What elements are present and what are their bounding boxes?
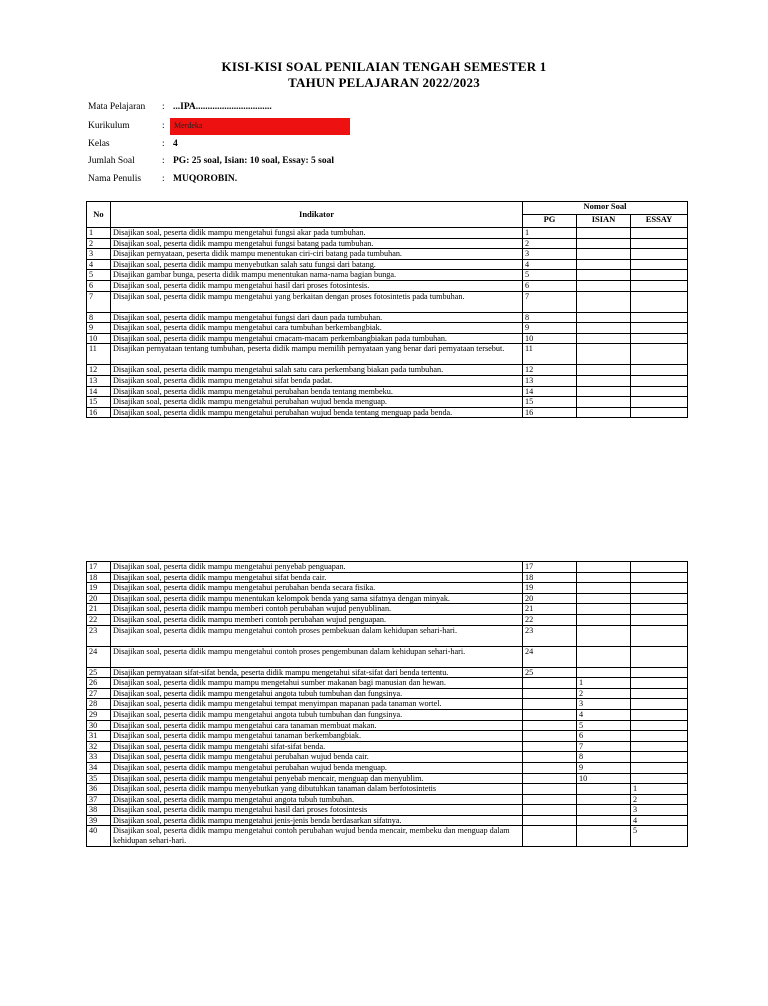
cell-no: 36 [87, 784, 111, 795]
cell-no: 34 [87, 762, 111, 773]
cell-isian [577, 270, 631, 281]
cell-pg [523, 773, 577, 784]
cell-pg: 1 [523, 228, 577, 239]
cell-pg: 25 [523, 667, 577, 678]
table-row [87, 397, 688, 408]
header-nomor-soal: Nomor Soal [523, 202, 688, 215]
cell-isian: 8 [577, 752, 631, 763]
cell-isian: 3 [577, 699, 631, 710]
cell-indikator: Disajikan soal, peserta didik mampu mengetahui perubahan wujud benda tentang menguap pada benda. [111, 407, 523, 418]
header-no: No [87, 202, 111, 228]
cell-pg: 15 [523, 397, 577, 408]
cell-isian [577, 323, 631, 334]
cell-pg [523, 826, 577, 847]
table-row [87, 249, 688, 260]
cell-essay [631, 386, 688, 397]
cell-no: 1 [87, 228, 111, 239]
kurikulum-value: Merdeka [174, 121, 203, 130]
cell-pg: 9 [523, 323, 577, 334]
cell-isian [577, 344, 631, 365]
cell-isian [577, 249, 631, 260]
cell-essay [631, 688, 688, 699]
table-row [87, 333, 688, 344]
table-row [87, 762, 688, 773]
cell-pg: 2 [523, 238, 577, 249]
table-row [87, 344, 688, 365]
cell-no: 40 [87, 826, 111, 847]
table-row [87, 784, 688, 795]
table-row [87, 667, 688, 678]
cell-indikator: Disajikan soal, peserta didik mampu mengetahui angota tubuh tumbuhan dan fungsinya. [111, 688, 523, 699]
indicator-table-page2 [86, 561, 688, 847]
cell-pg: 5 [523, 270, 577, 281]
table-row [87, 688, 688, 699]
cell-isian [577, 562, 631, 573]
cell-pg: 6 [523, 280, 577, 291]
table-row [87, 699, 688, 710]
cell-pg: 10 [523, 333, 577, 344]
cell-indikator: Disajikan soal, peserta didik mampu mengetahui perubahan benda tentang membeku. [111, 386, 523, 397]
cell-indikator: Disajikan pernyataan, peserta didik mampu menentukan ciri-ciri batang pada tumbuhan. [111, 249, 523, 260]
table-row [87, 365, 688, 376]
cell-no: 15 [87, 397, 111, 408]
cell-essay [631, 228, 688, 239]
cell-no: 10 [87, 333, 111, 344]
table-row [87, 720, 688, 731]
cell-indikator: Disajikan soal, peserta didik mampu menyebutkan salah satu fungsi dari batang. [111, 259, 523, 270]
cell-indikator: Disajikan soal, peserta didik mampu mengetahui jenis-jenis benda berdasarkan sifatnya. [111, 815, 523, 826]
table-row [87, 604, 688, 615]
cell-pg [523, 784, 577, 795]
cell-essay: 1 [631, 784, 688, 795]
cell-essay: 5 [631, 826, 688, 847]
info-value: MUQOROBIN. [173, 174, 238, 184]
info-value: PG: 25 soal, Isian: 10 soal, Essay: 5 soal [173, 156, 334, 166]
cell-essay [631, 259, 688, 270]
cell-isian [577, 794, 631, 805]
cell-no: 23 [87, 625, 111, 646]
table-row [87, 291, 688, 312]
cell-indikator: Disajikan soal, peserta didik mampu mengetahui tanaman berkembangbiak. [111, 731, 523, 742]
table-row [87, 583, 688, 594]
cell-isian: 5 [577, 720, 631, 731]
cell-isian [577, 386, 631, 397]
cell-pg [523, 709, 577, 720]
info-colon: : [162, 102, 165, 112]
cell-essay [631, 375, 688, 386]
table-row [87, 386, 688, 397]
info-label: Kurikulum [88, 121, 130, 131]
cell-indikator: Disajikan pernyataan tentang tumbuhan, peserta didik mampu memilih pernyataan yang benar dari pernyataan tersebut. [111, 344, 523, 365]
cell-isian: 6 [577, 731, 631, 742]
cell-isian [577, 784, 631, 795]
cell-isian [577, 280, 631, 291]
cell-essay [631, 291, 688, 312]
cell-no: 2 [87, 238, 111, 249]
cell-indikator: Disajikan soal, peserta didik mampu mengetahui perubahan wujud benda menguap. [111, 397, 523, 408]
table-row [87, 741, 688, 752]
header-pg: PG [523, 215, 577, 228]
cell-no: 19 [87, 583, 111, 594]
document-subtitle: TAHUN PELAJARAN 2022/2023 [288, 75, 480, 90]
cell-essay [631, 270, 688, 281]
cell-pg [523, 794, 577, 805]
cell-no: 30 [87, 720, 111, 731]
table-row [87, 709, 688, 720]
indicator-table-page1 [86, 201, 688, 418]
document-title: KISI-KISI SOAL PENILAIAN TENGAH SEMESTER 1 [221, 59, 547, 74]
table-row [87, 270, 688, 281]
cell-pg: 24 [523, 646, 577, 667]
cell-indikator: Disajikan soal, peserta didik mampu memberi contoh perubahan wujud penguapan. [111, 614, 523, 625]
cell-pg [523, 678, 577, 689]
cell-indikator: Disajikan soal, peserta didik mampu mengetahui contoh proses pembekuan dalam kehidupan sehari-hari. [111, 625, 523, 646]
info-value: 4 [173, 139, 178, 149]
cell-indikator: Disajikan soal, peserta didik mampu mengetahui cara tanaman membuat makan. [111, 720, 523, 731]
cell-essay [631, 344, 688, 365]
cell-no: 32 [87, 741, 111, 752]
cell-essay: 3 [631, 805, 688, 816]
cell-pg: 21 [523, 604, 577, 615]
cell-essay: 2 [631, 794, 688, 805]
cell-no: 17 [87, 562, 111, 573]
cell-indikator: Disajikan soal, peserta didik mampu mengetahui sifat benda cair. [111, 572, 523, 583]
cell-indikator: Disajikan soal, peserta didik mampu mengetahui hasil dari proses fotosintesis. [111, 280, 523, 291]
table-row [87, 752, 688, 763]
cell-no: 22 [87, 614, 111, 625]
cell-essay [631, 625, 688, 646]
cell-essay [631, 562, 688, 573]
table-row [87, 614, 688, 625]
cell-indikator: Disajikan soal, peserta didik mampu mengetahui fungsi batang pada tumbuhan. [111, 238, 523, 249]
cell-essay [631, 762, 688, 773]
cell-indikator: Disajikan soal, peserta didik mampu mengetahui yang berkaitan dengan proses fotosintetis pada tumbuhan. [111, 291, 523, 312]
cell-isian [577, 625, 631, 646]
cell-essay [631, 323, 688, 334]
cell-pg: 17 [523, 562, 577, 573]
cell-isian [577, 312, 631, 323]
cell-indikator: Disajikan soal, peserta didik mampu mengetahui fungsi dari daun pada tumbuhan. [111, 312, 523, 323]
table-row [87, 572, 688, 583]
table-row [87, 228, 688, 239]
table-row [87, 407, 688, 418]
cell-isian [577, 815, 631, 826]
table-row [87, 593, 688, 604]
table-row [87, 323, 688, 334]
cell-no: 8 [87, 312, 111, 323]
cell-no: 27 [87, 688, 111, 699]
cell-no: 24 [87, 646, 111, 667]
cell-pg: 14 [523, 386, 577, 397]
cell-essay [631, 773, 688, 784]
cell-indikator: Disajikan soal, peserta didik mampu mengetahui cara tumbuhan berkembangbiak. [111, 323, 523, 334]
table-row [87, 773, 688, 784]
table-row [87, 259, 688, 270]
cell-indikator: Disajikan soal, peserta didik mampu mengetahui contoh proses pengembunan dalam kehidupan sehari-hari. [111, 646, 523, 667]
cell-essay [631, 238, 688, 249]
cell-pg [523, 752, 577, 763]
cell-pg [523, 720, 577, 731]
cell-no: 4 [87, 259, 111, 270]
cell-no: 37 [87, 794, 111, 805]
cell-indikator: Disajikan soal, peserta didik mampu mengetahui angota tubuh tumbuhan. [111, 794, 523, 805]
cell-pg [523, 741, 577, 752]
table-row [87, 646, 688, 667]
cell-pg [523, 762, 577, 773]
cell-indikator: Disajikan soal, peserta didik mampu mampu mengetahui sumber makanan bagi manusian dan hewan. [111, 678, 523, 689]
cell-pg: 16 [523, 407, 577, 418]
cell-indikator: Disajikan soal, peserta didik mampu mengetahui cmacam-macam perkembangbiakan pada tumbuhan. [111, 333, 523, 344]
cell-no: 14 [87, 386, 111, 397]
cell-essay [631, 572, 688, 583]
cell-indikator: Disajikan soal, peserta didik mampu mengetahui penyebab penguapan. [111, 562, 523, 573]
cell-isian [577, 407, 631, 418]
cell-indikator: Disajikan soal, peserta didik mampu mengetahui tempat menyimpan mapanan pada tanaman wortel. [111, 699, 523, 710]
info-label: Kelas [88, 139, 110, 149]
cell-pg: 11 [523, 344, 577, 365]
cell-essay [631, 583, 688, 594]
cell-pg [523, 805, 577, 816]
cell-essay [631, 709, 688, 720]
cell-pg: 20 [523, 593, 577, 604]
cell-indikator: Disajikan soal, peserta didik mampu mengetahi sifat-sifat benda. [111, 741, 523, 752]
cell-isian [577, 646, 631, 667]
table-row [87, 794, 688, 805]
cell-pg: 23 [523, 625, 577, 646]
cell-pg: 13 [523, 375, 577, 386]
cell-indikator: Disajikan soal, peserta didik mampu menyebutkan yang dibutuhkan tanaman dalam berfotosintetis [111, 784, 523, 795]
table-row [87, 280, 688, 291]
cell-no: 31 [87, 731, 111, 742]
cell-isian [577, 604, 631, 615]
cell-pg [523, 731, 577, 742]
cell-pg: 19 [523, 583, 577, 594]
cell-indikator: Disajikan pernyataan sifat-sifat benda, peserta didik mampu mengetahui sifat-sifat dari benda tertentu. [111, 667, 523, 678]
cell-essay [631, 720, 688, 731]
cell-no: 26 [87, 678, 111, 689]
cell-no: 38 [87, 805, 111, 816]
info-label: Mata Pelajaran [88, 102, 146, 112]
cell-indikator: Disajikan soal, peserta didik mampu menentukan kelompok benda yang sama sifatnya dengan minyak. [111, 593, 523, 604]
cell-essay [631, 604, 688, 615]
cell-no: 18 [87, 572, 111, 583]
cell-no: 6 [87, 280, 111, 291]
cell-isian [577, 614, 631, 625]
info-colon: : [162, 156, 165, 166]
header-essay: ESSAY [631, 215, 688, 228]
cell-isian [577, 259, 631, 270]
cell-indikator: Disajikan soal, peserta didik mampu mengetahui perubahan wujud benda cair. [111, 752, 523, 763]
table-row [87, 562, 688, 573]
cell-isian: 2 [577, 688, 631, 699]
cell-isian: 4 [577, 709, 631, 720]
header-indikator: Indikator [111, 202, 523, 228]
cell-pg [523, 699, 577, 710]
cell-pg: 7 [523, 291, 577, 312]
cell-isian [577, 805, 631, 816]
cell-essay [631, 752, 688, 763]
cell-isian [577, 583, 631, 594]
cell-indikator: Disajikan soal, peserta didik mampu mengetahui perubahan wujud benda menguap. [111, 762, 523, 773]
table-row [87, 238, 688, 249]
cell-indikator: Disajikan soal, peserta didik mampu mengetahui salah satu cara perkembang biakan pada tumbuhan. [111, 365, 523, 376]
cell-pg: 3 [523, 249, 577, 260]
cell-essay [631, 365, 688, 376]
cell-isian: 9 [577, 762, 631, 773]
cell-no: 28 [87, 699, 111, 710]
info-label: Jumlah Soal [88, 156, 135, 166]
header-isian: ISIAN [577, 215, 631, 228]
cell-essay [631, 593, 688, 604]
cell-no: 7 [87, 291, 111, 312]
cell-isian [577, 572, 631, 583]
cell-no: 29 [87, 709, 111, 720]
cell-indikator: Disajikan soal, peserta didik mampu memberi contoh perubahan wujud penyublinan. [111, 604, 523, 615]
table-row [87, 731, 688, 742]
info-colon: : [162, 121, 165, 131]
cell-isian [577, 333, 631, 344]
cell-essay [631, 646, 688, 667]
cell-isian [577, 365, 631, 376]
cell-pg [523, 815, 577, 826]
cell-essay [631, 614, 688, 625]
cell-essay [631, 280, 688, 291]
cell-essay [631, 731, 688, 742]
cell-indikator: Disajikan soal, peserta didik mampu mengetahui penyebab mencair, menguap dan menyublim. [111, 773, 523, 784]
cell-indikator: Disajikan soal, peserta didik mampu mengetahui contoh perubahan wujud benda mencair, membeku dan menguap dalam kehidupan sehari-hari. [111, 826, 523, 847]
cell-isian [577, 593, 631, 604]
cell-essay [631, 397, 688, 408]
cell-isian [577, 228, 631, 239]
table-row [87, 678, 688, 689]
cell-essay [631, 407, 688, 418]
cell-no: 33 [87, 752, 111, 763]
cell-pg: 22 [523, 614, 577, 625]
cell-isian: 1 [577, 678, 631, 689]
cell-isian [577, 826, 631, 847]
cell-pg: 4 [523, 259, 577, 270]
cell-essay [631, 678, 688, 689]
cell-no: 3 [87, 249, 111, 260]
cell-essay: 4 [631, 815, 688, 826]
table-body [87, 228, 688, 418]
cell-indikator: Disajikan soal, peserta didik mampu mengetahui hasil dari proses fotosintesis [111, 805, 523, 816]
cell-isian: 7 [577, 741, 631, 752]
cell-indikator: Disajikan soal, peserta didik mampu mengetahui fungsi akar pada tumbuhan. [111, 228, 523, 239]
cell-pg [523, 688, 577, 699]
cell-indikator: Disajikan soal, peserta didik mampu mengetahui perubahan benda secara fisika. [111, 583, 523, 594]
table-row [87, 375, 688, 386]
kurikulum-highlight [170, 118, 350, 135]
info-value: ...IPA................................ [173, 102, 272, 112]
cell-no: 16 [87, 407, 111, 418]
info-colon: : [162, 174, 165, 184]
cell-indikator: Disajikan gambar bunga, peserta didik mampu menentukan nama-nama bagian bunga. [111, 270, 523, 281]
cell-indikator: Disajikan soal, peserta didik mampu mengetahui angota tubuh tumbuhan dan fungsinya. [111, 709, 523, 720]
cell-essay [631, 333, 688, 344]
cell-no: 12 [87, 365, 111, 376]
cell-isian [577, 238, 631, 249]
cell-pg: 12 [523, 365, 577, 376]
cell-no: 25 [87, 667, 111, 678]
cell-isian [577, 291, 631, 312]
info-label: Nama Penulis [88, 174, 142, 184]
cell-no: 21 [87, 604, 111, 615]
cell-no: 20 [87, 593, 111, 604]
table-row [87, 805, 688, 816]
cell-isian [577, 375, 631, 386]
cell-no: 11 [87, 344, 111, 365]
cell-essay [631, 667, 688, 678]
cell-no: 5 [87, 270, 111, 281]
cell-no: 35 [87, 773, 111, 784]
cell-essay [631, 249, 688, 260]
cell-no: 39 [87, 815, 111, 826]
cell-no: 9 [87, 323, 111, 334]
cell-pg: 18 [523, 572, 577, 583]
cell-indikator: Disajikan soal, peserta didik mampu mengetahui sifat benda padat. [111, 375, 523, 386]
table-row [87, 625, 688, 646]
cell-isian: 10 [577, 773, 631, 784]
cell-isian [577, 667, 631, 678]
table-body [87, 562, 688, 847]
table-row [87, 815, 688, 826]
cell-isian [577, 397, 631, 408]
cell-pg: 8 [523, 312, 577, 323]
cell-essay [631, 312, 688, 323]
cell-essay [631, 741, 688, 752]
cell-no: 13 [87, 375, 111, 386]
table-row [87, 312, 688, 323]
table-row [87, 826, 688, 847]
info-colon: : [162, 139, 165, 149]
cell-essay [631, 699, 688, 710]
